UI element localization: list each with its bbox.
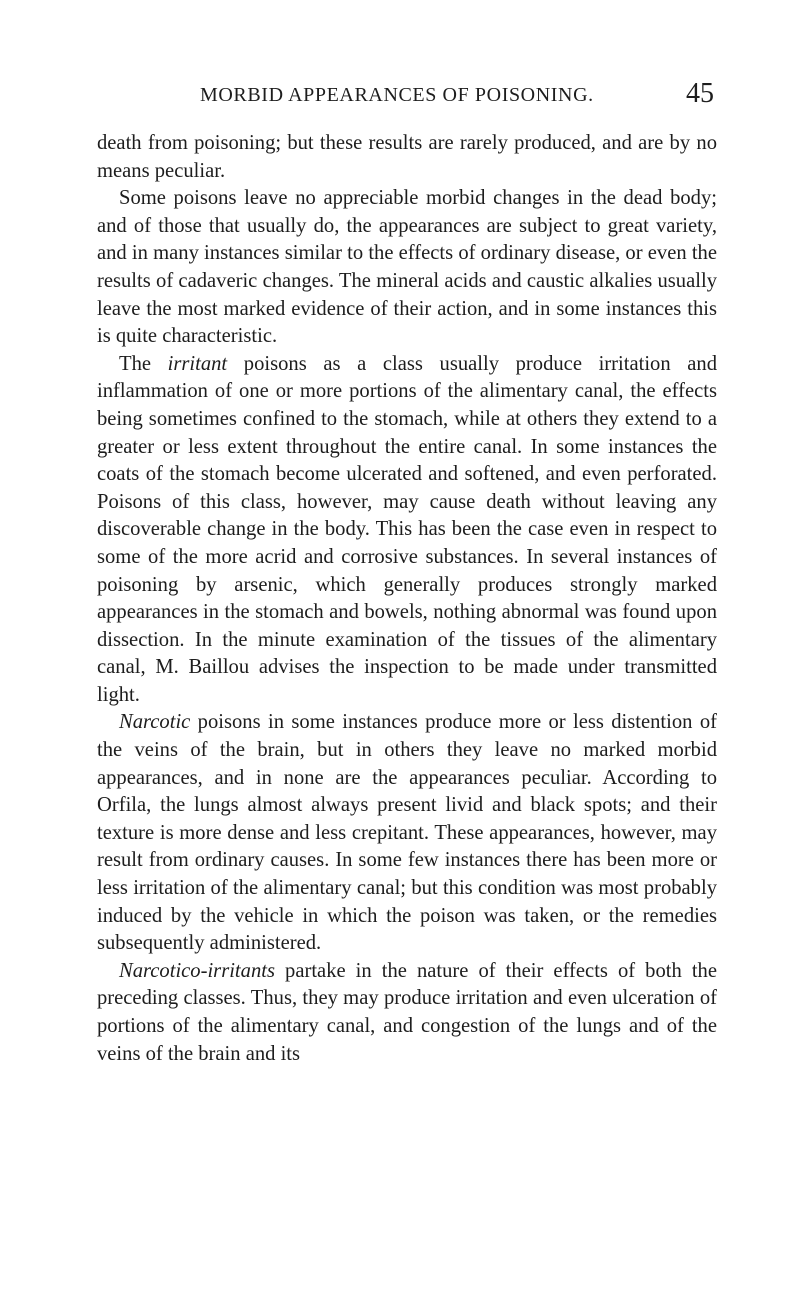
paragraph-rest: partake in the nature of their effects of both the preceding classes. Thus, they may produce irritation and even ulceration of portions of the alimentary canal, and congestion of the lungs and of the veins of the brain and its — [97, 959, 717, 1065]
page-number: 45 — [686, 78, 714, 109]
paragraph-irritant-poisons — [97, 351, 717, 710]
body-text — [97, 130, 717, 1068]
term-narcotico-irritants: Narcotico-irritants — [119, 959, 275, 982]
paragraph-general-appearances: Some poisons leave no appreciable morbid changes in the dead body; and of those that usually do, the appearances are subject to great variety, and in many instances similar to the effects of ordinary disease, or even the results of cadaveric changes. The mineral acids and caustic alkalies usually leave the most marked evidence of their action, and in some instances this is quite characteristic. — [97, 187, 717, 348]
paragraph-continuation: death from poisoning; but these results are rarely produced, and are by no means peculiar. — [97, 132, 717, 182]
paragraph-lead: The — [119, 352, 168, 375]
term-irritant: irritant — [167, 352, 228, 375]
paragraph-rest: poisons as a class usually produce irritation and inflammation of one or more portions of the alimentary canal, the effects being sometimes confined to the stomach, while at others they extend to a greater or less extent throughout the entire canal. In some instances the coats of the stomach become ulcerated and softened, and even perforated. Poisons of this class, however, may cause death without leaving any discoverable change in the body. This has been the case even in respect to some of the more acrid and corrosive substances. In several instances of poisoning by arsenic, which generally produces strongly marked appearances in the stomach and bowels, nothing abnormal was found upon dissection. In the minute examination of the tissues of the alimentary canal, M. Baillou advises the inspection to be made under transmitted light. — [97, 352, 717, 706]
paragraph-rest: poisons in some instances produce more or less distention of the veins of the brain, but in others they leave no marked morbid appearances, and in none are the appearances peculiar. According to Orfila, the lungs almost always present livid and black spots; and their texture is more dense and less crepitant. These appearances, however, may result from ordinary causes. In some few instances there has been more or less irritation of the alimentary canal; but this condition was most probably induced by the vehicle in which the poison was taken, or the remedies subsequently administered. — [97, 711, 717, 955]
paragraph-narcotico-irritants — [97, 958, 717, 1068]
term-narcotic: Narcotic — [119, 711, 191, 734]
running-head — [100, 78, 714, 114]
paragraph-narcotic-poisons — [97, 709, 717, 957]
running-title: MORBID APPEARANCES OF POISONING. — [200, 84, 594, 106]
